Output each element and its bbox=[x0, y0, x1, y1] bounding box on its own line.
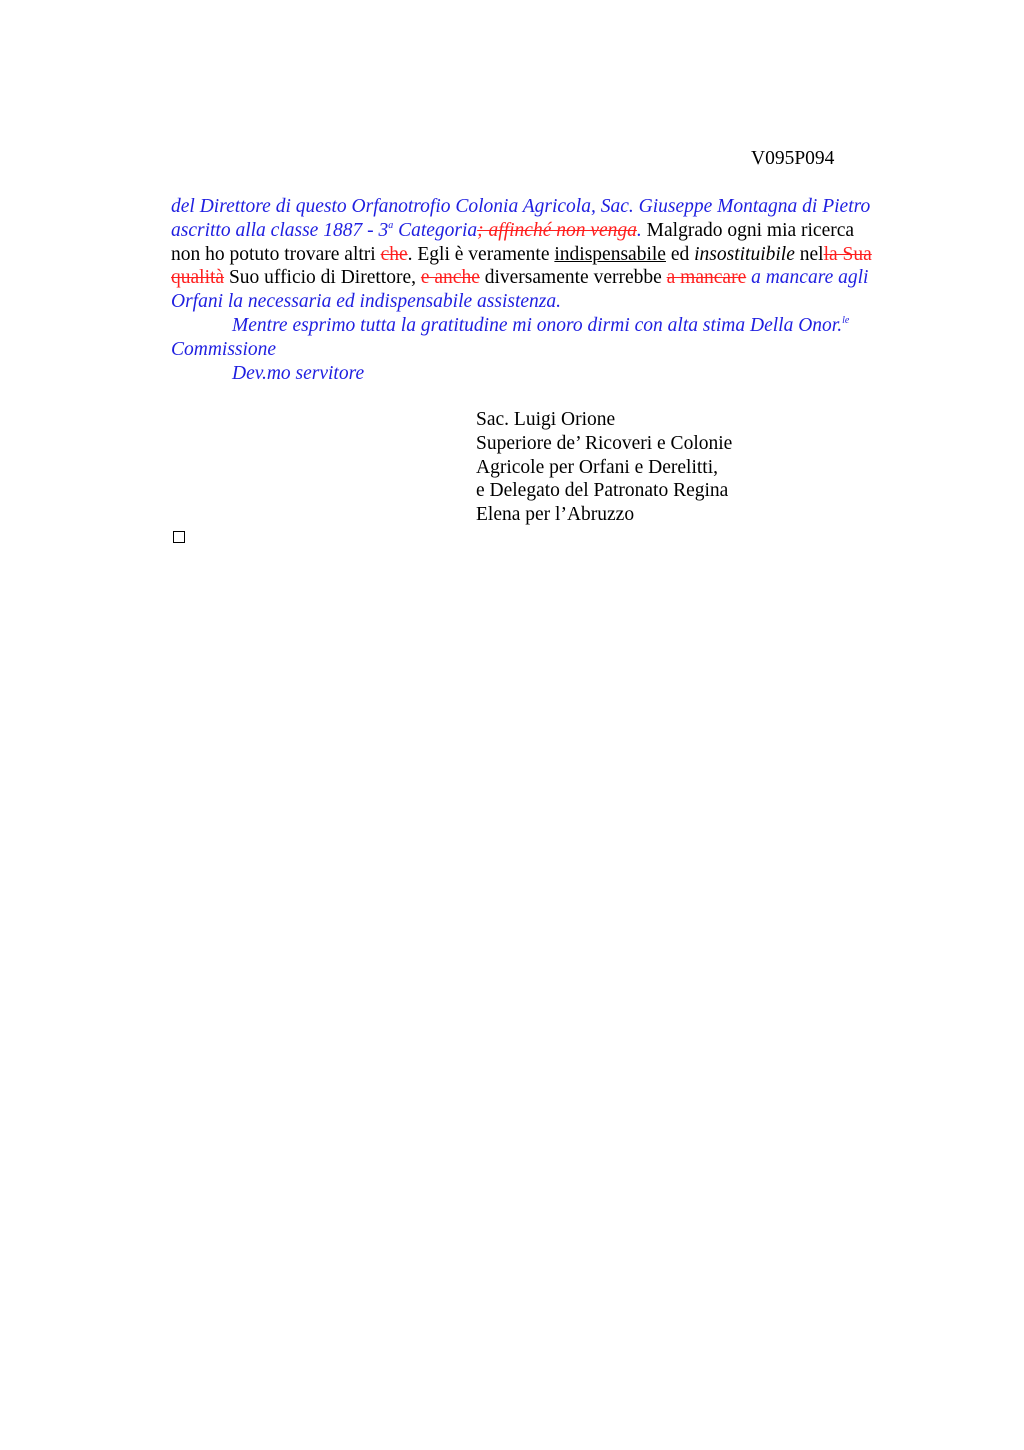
deleted-text: la Sua bbox=[823, 243, 872, 265]
inserted-text: Orfani la necessaria ed indispensabile assistenza. bbox=[171, 291, 561, 313]
signature-title: Elena per l’Abruzzo bbox=[476, 504, 635, 526]
plain-text: . Egli è veramente bbox=[407, 243, 555, 265]
deleted-text: che bbox=[380, 243, 408, 265]
plain-text: diversamente verrebbe bbox=[479, 267, 667, 289]
plain-text: non ho potuto trovare altri bbox=[171, 243, 381, 265]
line-1 bbox=[171, 195, 931, 219]
line-2 bbox=[171, 219, 931, 243]
signature-name: Sac. Luigi Orione bbox=[476, 409, 616, 430]
inserted-text: Dev.mo servitore bbox=[232, 362, 365, 384]
deleted-text: e anche bbox=[420, 267, 480, 289]
line-8 bbox=[171, 362, 931, 386]
signature-block bbox=[476, 408, 732, 527]
inserted-text: del Direttore di questo Orfanotrofio Colonia Agricola, Sac. Giuseppe Montagna di Pietro bbox=[171, 196, 871, 217]
letter-body bbox=[171, 195, 931, 385]
plain-text: Suo ufficio di Direttore, bbox=[224, 267, 421, 289]
line-4 bbox=[171, 266, 931, 290]
inserted-text: a mancare agli bbox=[746, 267, 869, 289]
superscript: a bbox=[388, 219, 394, 231]
line-3 bbox=[171, 243, 931, 267]
superscript: le bbox=[842, 314, 850, 326]
inserted-text: Mentre esprimo tutta la gratitudine mi onoro dirmi con alta stima Della Onor. bbox=[232, 314, 843, 336]
plain-text: ed bbox=[665, 243, 695, 265]
signature-title: Superiore de’ Ricoveri e Colonie bbox=[476, 432, 733, 454]
deleted-text: a mancare bbox=[666, 267, 747, 289]
plain-text: Malgrado ogni mia ricerca bbox=[641, 219, 855, 241]
line-6 bbox=[171, 314, 931, 338]
italic-text: insostituibile bbox=[694, 243, 795, 265]
line-7 bbox=[171, 338, 931, 362]
line-5 bbox=[171, 290, 931, 314]
checkbox-square-icon bbox=[173, 531, 185, 543]
deleted-text: qualità bbox=[171, 267, 225, 289]
page-identifier: V095P094 bbox=[751, 148, 835, 169]
deleted-text: ; affinché non venga bbox=[477, 219, 637, 241]
inserted-text: ascritto alla classe 1887 - 3 bbox=[171, 219, 389, 241]
underlined-text: indispensabile bbox=[554, 243, 666, 265]
inserted-text: . bbox=[636, 219, 642, 241]
signature-title: Agricole per Orfani e Derelitti, bbox=[476, 456, 719, 478]
plain-text: nel bbox=[794, 243, 824, 265]
inserted-text: Commissione bbox=[171, 338, 277, 360]
signature-title: e Delegato del Patronato Regina bbox=[476, 480, 729, 502]
inserted-text: Categoria bbox=[393, 219, 478, 241]
